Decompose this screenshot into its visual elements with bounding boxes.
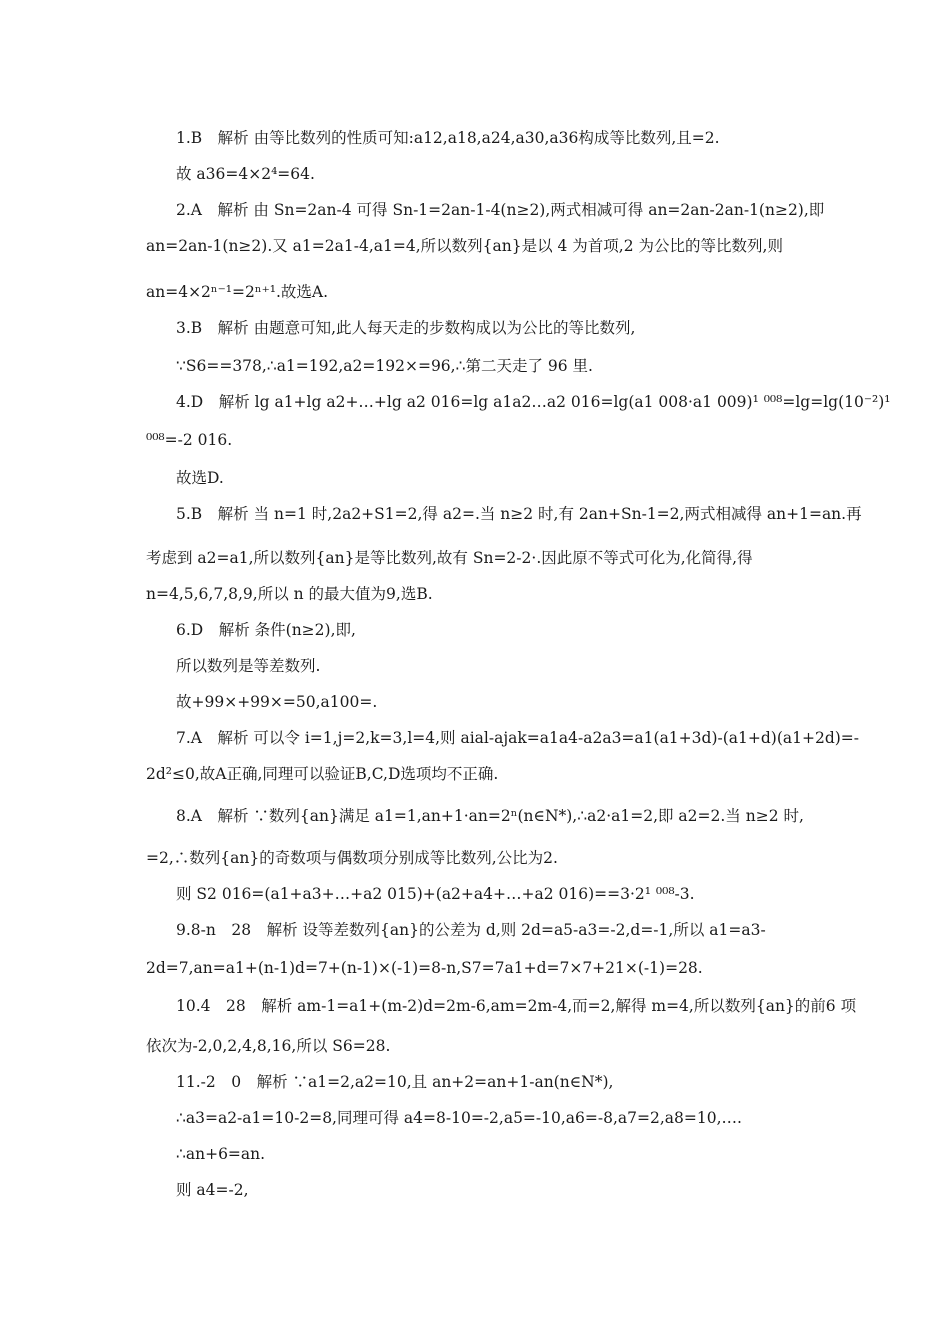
text-line: 所以数列是等差数列.: [176, 657, 321, 675]
text-line: 8.A 解析 ∵数列{an}满足 a1=1,an+1·an=2ⁿ(n∈N*),∴a2·a1=2,即 a2=2.当 n≥2 时,: [176, 807, 804, 825]
text-line: ∴an+6=an.: [176, 1145, 266, 1163]
text-line: 则 S2 016=(a1+a3+…+a2 015)+(a2+a4+…+a2 016)==3·2¹ ⁰⁰⁸-3.: [176, 885, 695, 903]
text-line: 3.B 解析 由题意可知,此人每天走的步数构成以为公比的等比数列,: [176, 319, 636, 337]
text-line: 1.B 解析 由等比数列的性质可知:a12,a18,a24,a30,a36构成等比数列,且=2.: [176, 129, 720, 147]
text-line: 依次为-2,0,2,4,8,16,所以 S6=28.: [146, 1037, 391, 1055]
text-line: n=4,5,6,7,8,9,所以 n 的最大值为9,选B.: [146, 585, 433, 603]
text-line: 5.B 解析 当 n=1 时,2a2+S1=2,得 a2=.当 n≥2 时,有 2an+Sn-1=2,两式相减得 an+1=an.再: [176, 505, 862, 523]
text-line: 2.A 解析 由 Sn=2an-4 可得 Sn-1=2an-1-4(n≥2),两式相减可得 an=2an-2an-1(n≥2),即: [176, 201, 825, 219]
text-line: 2d=7,an=a1+(n-1)d=7+(n-1)×(-1)=8-n,S7=7a1+d=7×7+21×(-1)=28.: [146, 959, 703, 977]
text-line: 故选D.: [176, 469, 224, 487]
text-line: ∴a3=a2-a1=10-2=8,同理可得 a4=8-10=-2,a5=-10,a6=-8,a7=2,a8=10,….: [176, 1109, 742, 1127]
text-line: 2d²≤0,故A正确,同理可以验证B,C,D选项均不正确.: [146, 765, 499, 783]
text-line: 故+99×+99×=50,a100=.: [176, 693, 378, 711]
text-line: =2,∴数列{an}的奇数项与偶数项分别成等比数列,公比为2.: [146, 849, 558, 867]
text-line: ∵S6==378,∴a1=192,a2=192×=96,∴第二天走了 96 里.: [176, 357, 593, 375]
text-line: an=4×2ⁿ⁻¹=2ⁿ⁺¹.故选A.: [146, 283, 329, 301]
text-line: 10.4 28 解析 am-1=a1+(m-2)d=2m-6,am=2m-4,而=2,解得 m=4,所以数列{an}的前6 项: [176, 997, 857, 1015]
text-line: 4.D 解析 lg a1+lg a2+…+lg a2 016=lg a1a2…a2 016=lg(a1 008·a1 009)¹ ⁰⁰⁸=lg=lg(10⁻²)¹: [176, 393, 891, 411]
text-line: 11.-2 0 解析 ∵a1=2,a2=10,且 an+2=an+1-an(n∈N*),: [176, 1073, 614, 1091]
text-line: 9.8-n 28 解析 设等差数列{an}的公差为 d,则 2d=a5-a3=-2,d=-1,所以 a1=a3-: [176, 921, 766, 939]
text-line: an=2an-1(n≥2).又 a1=2a1-4,a1=4,所以数列{an}是以 4 为首项,2 为公比的等比数列,则: [146, 237, 783, 255]
text-line: 故 a36=4×2⁴=64.: [176, 165, 315, 183]
text-line: 6.D 解析 条件(n≥2),即,: [176, 621, 356, 639]
text-line: 7.A 解析 可以令 i=1,j=2,k=3,l=4,则 aial-ajak=a1a4-a2a3=a1(a1+3d)-(a1+d)(a1+2d)=-: [176, 729, 860, 747]
text-line: ⁰⁰⁸=-2 016.: [146, 431, 233, 449]
text-line: 考虑到 a2=a1,所以数列{an}是等比数列,故有 Sn=2-2·.因此原不等式可化为,化简得,得: [146, 549, 753, 567]
text-line: 则 a4=-2,: [176, 1181, 249, 1199]
